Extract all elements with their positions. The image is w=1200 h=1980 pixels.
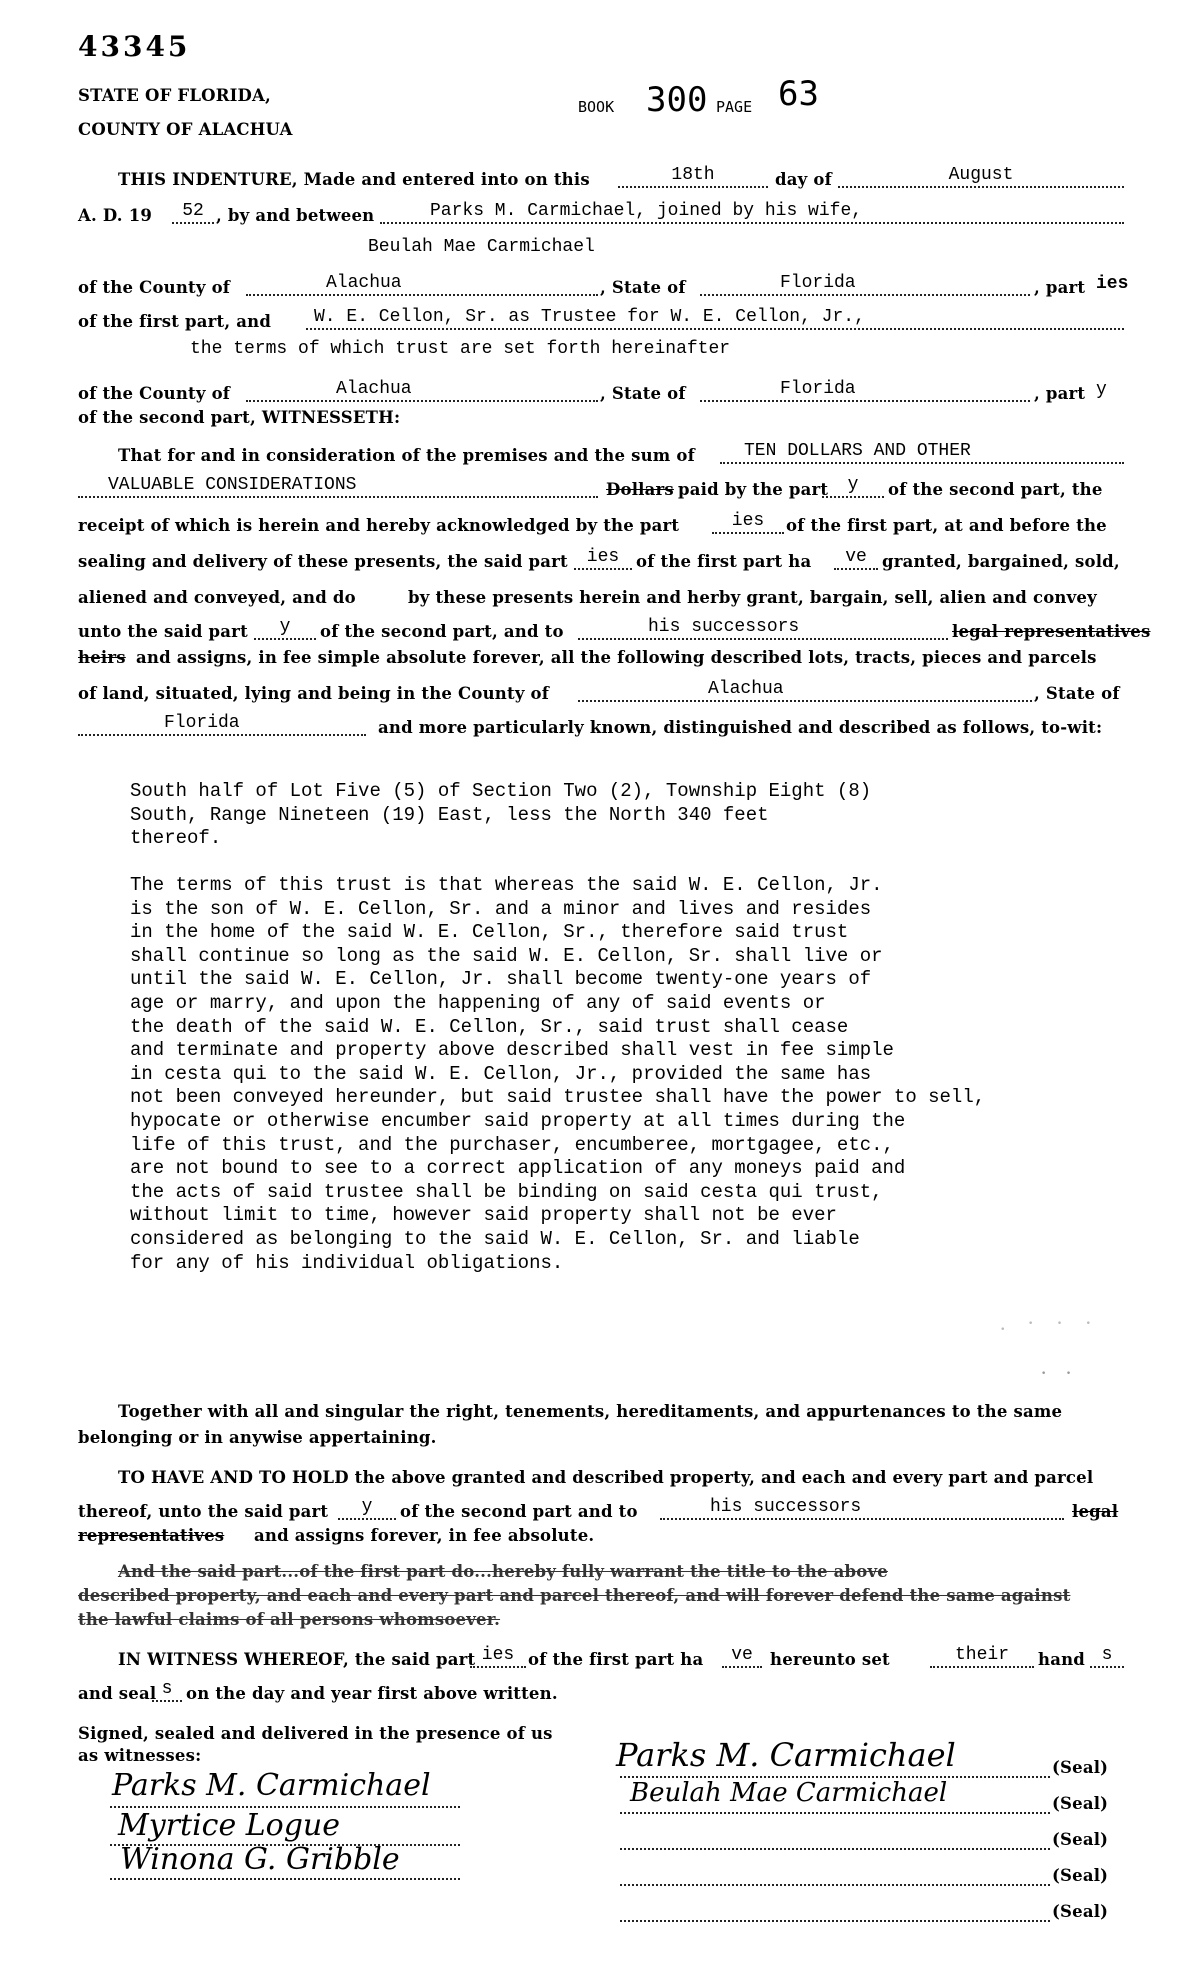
consideration-line-8b: , State of	[1034, 684, 1120, 703]
page-number: 63	[778, 74, 819, 114]
trust-terms	[130, 874, 985, 1275]
grantee-name-field-2: the terms of which trust are set forth hereinafter	[190, 339, 731, 359]
second-part-label: of the second part, WITNESSETH:	[78, 408, 401, 427]
consideration-line-8a: of land, situated, lying and being in the County of	[78, 684, 550, 703]
struck-legal-reps: legal representatives	[952, 622, 1151, 641]
county-label-1: of the County of	[78, 278, 231, 297]
consideration-line-9: and more particularly known, distinguished and described as follows, to-wit:	[378, 718, 1103, 737]
struck-warranty-line-1: And the said part...of the first part do...hereby fully warrant the title to the above	[118, 1562, 888, 1581]
consideration-line-5b: by these presents herein and herby grant, bargain, sell, alien and convey	[408, 588, 1097, 607]
consideration-line-3a: receipt of which is herein and hereby acknowledged by the part	[78, 516, 680, 535]
consideration-line-1: That for and in consideration of the premises and the sum of	[118, 446, 695, 465]
book-label: BOOK	[578, 98, 615, 116]
seal-label-2: (Seal)	[1052, 1794, 1109, 1813]
signing-intro-1: Signed, sealed and delivered in the presence of us	[78, 1724, 553, 1743]
state-label-1: , State of	[600, 278, 686, 297]
description-line: South half of Lot Five (5) of Section Two (2), Township Eight (8)	[130, 780, 872, 802]
ies-field-3: ies	[470, 1644, 526, 1668]
description-line: the acts of said trustee shall be binding on said cesta qui trust,	[130, 1180, 883, 1203]
faint-stamp-mark: · ·	[1040, 1360, 1079, 1385]
county-field-2: Alachua	[246, 378, 598, 402]
description-line: not been conveyed hereunder, but said trustee shall have the power to sell,	[130, 1086, 986, 1109]
habendum-line-1: TO HAVE AND TO HOLD the above granted and described property, and each and every part and parcel	[118, 1468, 1094, 1487]
struck-heirs: heirs	[78, 648, 126, 667]
by-between-label: , by and between	[216, 206, 375, 225]
faint-stamp: . · · ·	[1000, 1310, 1100, 1335]
state-field-2: Florida	[700, 378, 1030, 402]
seal-s-field: s	[152, 1678, 182, 1702]
appurtenances-line-2: belonging or in anywise appertaining.	[78, 1428, 437, 1447]
description-line: in the home of the said W. E. Cellon, Sr., therefore said trust	[130, 921, 849, 944]
state-label-2: , State of	[600, 384, 686, 403]
county-heading: COUNTY OF ALACHUA	[78, 120, 293, 139]
signing-intro-2: as witnesses:	[78, 1746, 202, 1765]
description-line: the death of the said W. E. Cellon, Sr., said trust shall cease	[130, 1015, 849, 1038]
consideration-line-4c: granted, bargained, sold,	[882, 552, 1120, 571]
witness-line-1b: of the first part ha	[528, 1650, 704, 1669]
day-of-label: day of	[775, 170, 832, 189]
part-y-field-3: y	[338, 1496, 396, 1520]
successors-field-1: his successors	[578, 616, 948, 640]
witness-line-1a: IN WITNESS WHEREOF, the said part	[118, 1650, 476, 1669]
grantor-signature-line-5	[620, 1896, 1050, 1922]
witness-signature-2: Myrtice Logue	[118, 1808, 341, 1843]
hand-label: hand	[1038, 1650, 1086, 1669]
witness-line-2b: on the day and year first above written.	[186, 1684, 558, 1703]
witness-line-2: and seal	[78, 1684, 157, 1703]
amount-field-2: VALUABLE CONSIDERATIONS	[78, 474, 598, 498]
consideration-line-6b: of the second part, and to	[320, 622, 564, 641]
habendum-line-2a: thereof, unto the said part	[78, 1502, 329, 1521]
their-field: their	[930, 1644, 1034, 1668]
state-field-1: Florida	[700, 272, 1030, 296]
ies-field-1: ies	[712, 510, 784, 534]
struck-warranty-line-2: described property, and each and every part and parcel thereof, and will forever defend the same against	[78, 1586, 1071, 1605]
description-line: for any of his individual obligations.	[130, 1251, 564, 1274]
grantor-signature-line-4	[620, 1860, 1050, 1886]
part-y-field-1: y	[822, 474, 884, 498]
description-line: is the son of W. E. Cellon, Sr. and a minor and lives and resides	[130, 897, 872, 920]
description-line: thereof.	[130, 827, 222, 849]
state-heading: STATE OF FLORIDA,	[78, 86, 271, 105]
consideration-line-3b: of the first part, at and before the	[786, 516, 1107, 535]
struck-legal: legal	[1072, 1502, 1119, 1521]
witness-signature-1: Parks M. Carmichael	[112, 1768, 431, 1803]
consideration-paid: paid by the part	[678, 480, 829, 499]
dollars-struck: Dollars	[606, 480, 674, 499]
page-label: PAGE	[716, 98, 753, 116]
description-line: life of this trust, and the purchaser, encumberee, mortgagee, etc.,	[130, 1133, 894, 1156]
habendum-line-3: and assigns forever, in fee absolute.	[254, 1526, 595, 1545]
description-line: considered as belonging to the said W. E. Cellon, Sr. and liable	[130, 1227, 860, 1250]
description-line: and terminate and property above described shall vest in fee simple	[130, 1039, 894, 1062]
habendum-line-2b: of the second part and to	[400, 1502, 638, 1521]
part-label-2: , part	[1034, 384, 1086, 403]
day-field: 18th	[618, 164, 768, 188]
grantee-name-field: W. E. Cellon, Sr. as Trustee for W. E. Cellon, Jr.,	[306, 306, 1124, 330]
county-field-1: Alachua	[246, 272, 598, 296]
indenture-intro: THIS INDENTURE, Made and entered into on this	[118, 170, 590, 189]
consideration-line-4a: sealing and delivery of these presents, the said part	[78, 552, 568, 571]
grantor-signature-1: Parks M. Carmichael	[616, 1736, 956, 1774]
description-line: in cesta qui to the said W. E. Cellon, Jr., provided the same has	[130, 1062, 872, 1085]
seal-label-4: (Seal)	[1052, 1866, 1109, 1885]
seal-label-5: (Seal)	[1052, 1902, 1109, 1921]
county-label-2: of the County of	[78, 384, 231, 403]
month-field: August	[838, 164, 1124, 188]
witness-line-1c: hereunto set	[770, 1650, 890, 1669]
appurtenances-line-1: Together with all and singular the right, tenements, hereditaments, and appurtenances to the same	[118, 1402, 1063, 1421]
amount-field-1: TEN DOLLARS AND OTHER	[720, 440, 1124, 464]
part-suffix-2: y	[1096, 380, 1107, 400]
description-line: shall continue so long as the said W. E. Cellon, Sr. shall live or	[130, 944, 883, 967]
year-field: 52	[172, 200, 214, 224]
description-line: age or marry, and upon the happening of any of said events or	[130, 991, 826, 1014]
consideration-line-7: and assigns, in fee simple absolute forever, all the following described lots, tracts, pieces and parcels	[136, 648, 1097, 667]
description-line: without limit to time, however said property shall not be ever	[130, 1204, 837, 1227]
part-y-field-2: y	[254, 616, 316, 640]
struck-representatives: representatives	[78, 1526, 225, 1545]
grantor-signature-2: Beulah Mae Carmichael	[630, 1778, 948, 1808]
description-line: South, Range Nineteen (19) East, less the North 340 feet	[130, 803, 769, 826]
description-line: until the said W. E. Cellon, Jr. shall become twenty-one years of	[130, 968, 872, 991]
seal-label-1: (Seal)	[1052, 1758, 1109, 1777]
consideration-line-4b: of the first part ha	[636, 552, 812, 571]
ies-field-2: ies	[574, 546, 632, 570]
consideration-line-2-end: of the second part, the	[888, 480, 1103, 499]
part-label-1: , part	[1034, 278, 1086, 297]
grantor-name-field: Parks M. Carmichael, joined by his wife,	[380, 200, 1124, 224]
ad-label: A. D. 19	[78, 206, 153, 225]
struck-warranty-line-3: the lawful claims of all persons whomsoever.	[78, 1610, 501, 1629]
hand-s-field: s	[1090, 1644, 1124, 1668]
first-part-label: of the first part, and	[78, 312, 272, 331]
book-number: 300	[646, 80, 708, 120]
state-field-3: Florida	[78, 712, 366, 736]
seal-label-3: (Seal)	[1052, 1830, 1109, 1849]
grantor-name-field-2: Beulah Mae Carmichael	[368, 237, 595, 257]
ve-field-2: ve	[722, 1644, 762, 1668]
document-number: 43345	[78, 30, 191, 63]
witness-signature-3: Winona G. Gribble	[120, 1842, 400, 1877]
part-suffix-1: ies	[1096, 274, 1129, 294]
successors-field-2: his successors	[660, 1496, 1064, 1520]
property-description	[130, 780, 871, 851]
grantor-signature-line-3	[620, 1824, 1050, 1850]
consideration-line-6a: unto the said part	[78, 622, 248, 641]
ve-field-1: ve	[834, 546, 878, 570]
consideration-line-5a: aliened and conveyed, and do	[78, 588, 356, 607]
county-field-3: Alachua	[578, 678, 1032, 702]
description-line: hypocate or otherwise encumber said property at all times during the	[130, 1109, 906, 1132]
description-line: The terms of this trust is that whereas the said W. E. Cellon, Jr.	[130, 874, 883, 896]
description-line: are not bound to see to a correct application of any moneys paid and	[130, 1157, 906, 1180]
